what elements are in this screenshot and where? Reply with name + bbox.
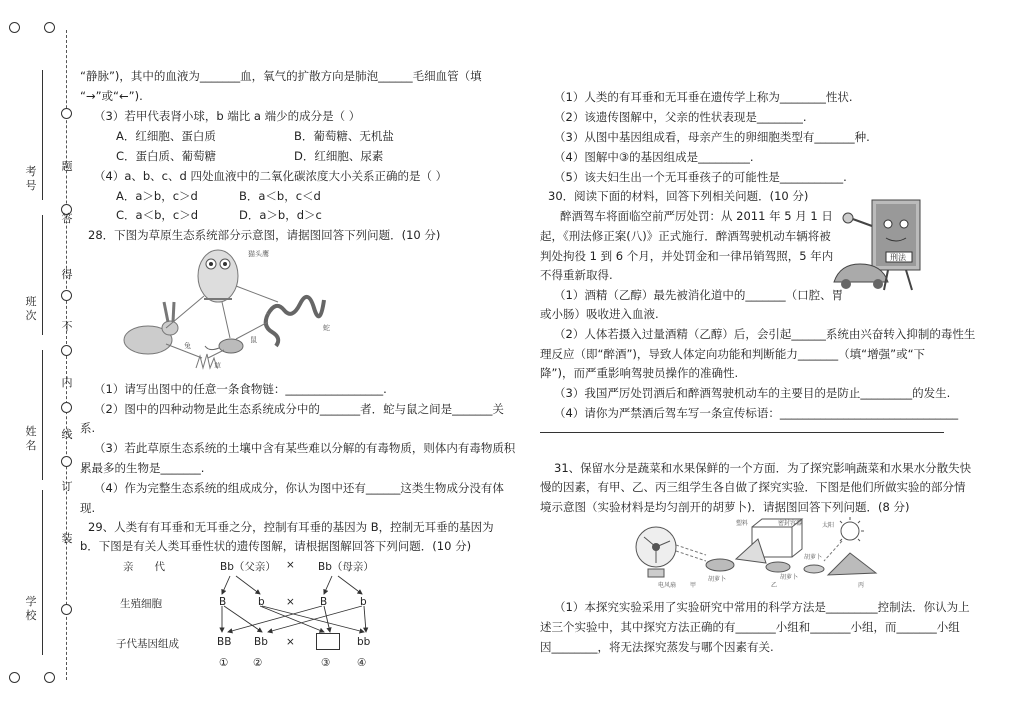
- q30-2-cont: 理反应（即“醉酒”)，导致人体定向功能和判断能力_______（填“增强”或“下: [540, 347, 926, 361]
- label-rabbit: 兔: [184, 342, 191, 350]
- option-b: B．a＜b，c＜d: [239, 189, 321, 203]
- number-marker: ④: [357, 657, 367, 669]
- class-write-line: [42, 215, 43, 335]
- q28-2-cont: 系.: [80, 421, 96, 435]
- question-4: （4）a、b、c、d 四处血液中的二氧化碳浓度大小关系正确的是（ ）: [94, 169, 448, 183]
- label-exam-number: 考号: [25, 165, 37, 192]
- option-b: B．葡萄糖、无机盐: [294, 129, 394, 143]
- seal-circle: [61, 402, 72, 413]
- number-marker: ②: [253, 657, 263, 669]
- q31-1: （1）本探究实验采用了实验研究中常用的科学方法是_________控制法．你认为上: [554, 600, 970, 614]
- cross-sign: ×: [286, 559, 295, 571]
- inheritance-arrows: [200, 566, 390, 636]
- passage-line: 判处拘役 1 到 6 个月，并处罚金和一律吊销驾照，5 年内: [540, 249, 834, 263]
- seal-char: 内: [61, 376, 73, 389]
- school-write-line: [42, 490, 43, 655]
- seal-circle: [61, 456, 72, 467]
- binding-hole: [44, 672, 55, 683]
- question-28: 28．下图为草原生态系统部分示意图，请据图回答下列问题．(10 分): [88, 228, 441, 242]
- label-owl: 猫头鹰: [248, 250, 269, 258]
- cross-sign: ×: [286, 636, 295, 648]
- label-school: 学校: [25, 595, 37, 622]
- label-mouse: 鼠: [250, 336, 257, 344]
- question-31-cont: 慢的因素，有甲、乙、丙三组学生各自做了探究实验．下图是他们所做实验的部分情: [540, 480, 966, 494]
- label-grass: 草: [214, 362, 221, 370]
- option-d: D．红细胞、尿素: [294, 149, 384, 163]
- cross-sign: ×: [286, 596, 295, 608]
- q29-3: （3）从图中基因组成看，母亲产生的卵细胞类型有_______种.: [554, 130, 870, 144]
- label-class: 班次: [25, 295, 37, 322]
- q30-2-cont: 降”)，而严重影响驾驶员操作的准确性.: [540, 366, 739, 380]
- option-d: D．a＞b，d＞c: [239, 208, 322, 222]
- svg-text:胡萝卜: 胡萝卜: [804, 554, 823, 561]
- question-3: （3）若甲代表肾小球，b 端比 a 端少的成分是（ ）: [94, 109, 361, 123]
- passage-line: 不得重新取得.: [540, 268, 613, 282]
- q30-1-cont: 或小肠）吸收进入血液.: [540, 307, 659, 321]
- q30-2: （2）人体若摄入过量酒精（乙醇）后，会引起______系统由兴奋转入抑制的毒性生: [554, 327, 976, 341]
- q29-5: （5）该夫妇生出一个无耳垂孩子的可能性是___________.: [554, 170, 847, 184]
- q28-3: （3）若此草原生态系统的土壤中含有某些难以分解的有毒物质，则体内有毒物质积: [94, 441, 516, 455]
- q31-1-cont: 因________，将无法探究蒸发与哪个因素有关.: [540, 640, 774, 654]
- label-offspring: 子代基因组成: [116, 638, 179, 650]
- svg-text:密封容器: 密封容器: [778, 520, 803, 527]
- id-write-line: [42, 70, 43, 200]
- criminal-law-cartoon: [828, 196, 948, 296]
- svg-text:太阳: 太阳: [822, 522, 835, 529]
- svg-text:胡萝卜: 胡萝卜: [708, 576, 727, 583]
- food-web-figure: [118, 244, 348, 372]
- label-gametes: 生殖细胞: [120, 598, 162, 610]
- answer-line: [540, 432, 944, 433]
- binding-hole: [44, 22, 55, 33]
- q28-1: （1）请写出图中的任意一条食物链：_________________.: [94, 382, 387, 396]
- book-label: 刑法: [890, 253, 906, 262]
- seal-char: 不: [61, 320, 73, 333]
- question-30: 30．阅读下面的材料，回答下列相关问题．(10 分): [548, 189, 809, 203]
- seal-char: 线: [61, 428, 73, 441]
- number-marker: ③: [321, 657, 331, 669]
- gamete: B: [219, 596, 227, 608]
- seal-circle: [61, 290, 72, 301]
- experiment-figure: [628, 515, 888, 591]
- offspring-genotype: BB: [217, 636, 232, 648]
- question-31-cont: 境示意图（实验材料是均匀剖开的胡萝卜)．请据图回答下列问题．(8 分): [540, 500, 910, 514]
- option-c: C．a＜b，c＞d: [116, 208, 198, 222]
- seal-char: 装: [61, 532, 73, 545]
- seal-char: 订: [61, 480, 73, 493]
- question-31: 31、保留水分是蔬菜和水果保鲜的一个方面．为了探究影响蔬菜和水果水分散失快: [554, 461, 972, 475]
- question-29-cont: b．下图是有关人类耳垂性状的遗传图解，请根据图解回答下列问题．(10 分): [80, 539, 472, 553]
- passage-line: 醉酒驾车将面临空前严厉处罚：从 2011 年 5 月 1 日: [560, 209, 833, 223]
- mother-genotype: Bb（母亲）: [318, 561, 374, 573]
- seal-char: 得: [61, 268, 73, 281]
- q29-2: （2）该遗传图解中，父亲的性状表现是________.: [554, 110, 807, 124]
- svg-text:塑料: 塑料: [736, 520, 749, 527]
- text-line: “→”或“←”).: [80, 89, 143, 103]
- label-parents: 亲 代: [123, 561, 165, 573]
- q30-3: （3）我国严厉处罚酒后和醉酒驾驶机动车的主要目的是防止_________的发生.: [554, 386, 951, 400]
- svg-text:胡萝卜: 胡萝卜: [780, 574, 799, 581]
- binding-hole: [9, 22, 20, 33]
- svg-text:丙: 丙: [858, 582, 865, 589]
- option-a: A．a＞b，c＞d: [116, 189, 198, 203]
- seal-circle: [61, 604, 72, 615]
- seal-circle: [61, 108, 72, 119]
- passage-line: 起，《刑法修正案(八)》正式施行．醉酒驾驶机动车辆将被: [540, 229, 831, 243]
- q31-1-cont: 述三个实验中，其中探究方法正确的有_______小组和_______小组，而_______小组: [540, 620, 960, 634]
- gamete: b: [360, 596, 367, 608]
- gamete: b: [258, 596, 265, 608]
- label-name: 姓名: [25, 425, 37, 452]
- binding-hole: [9, 672, 20, 683]
- option-c: C．蛋白质、葡萄糖: [116, 149, 217, 163]
- svg-text:甲: 甲: [690, 582, 697, 589]
- name-write-line: [42, 350, 43, 480]
- q28-4-cont: 现.: [80, 501, 96, 515]
- q30-1: （1）酒精（乙醇）最先被消化道中的_______（口腔、胃: [554, 288, 844, 302]
- number-marker: ①: [219, 657, 229, 669]
- option-a: A．红细胞、蛋白质: [116, 129, 216, 143]
- text-line: “静脉”)，其中的血液为_______血，氧气的扩散方向是肺泡______毛细血管（填: [80, 69, 482, 83]
- q28-3-cont: 累最多的生物是_______.: [80, 461, 205, 475]
- seal-char: 答: [61, 212, 73, 225]
- father-genotype: Bb（父亲）: [220, 561, 276, 573]
- q30-4: （4）请你为严禁酒后驾车写一条宣传标语：_______________________________: [554, 406, 959, 420]
- q28-2: （2）图中的四种动物是此生态系统成分中的_______者．蛇与鼠之间是_______关: [94, 402, 504, 416]
- offspring-genotype: bb: [357, 636, 371, 648]
- svg-text:电风扇: 电风扇: [658, 582, 677, 589]
- gamete: B: [320, 596, 328, 608]
- seal-circle: [61, 345, 72, 356]
- q29-4: （4）图解中③的基因组成是_________.: [554, 150, 754, 164]
- seal-char: 题: [61, 160, 73, 173]
- svg-text:乙: 乙: [771, 582, 778, 589]
- offspring-genotype: Bb: [254, 636, 268, 648]
- label-snake: 蛇: [323, 324, 330, 332]
- q28-4: （4）作为完整生态系统的组成成分，你认为图中还有______这类生物成分没有体: [94, 481, 504, 495]
- question-29: 29、人类有有耳垂和无耳垂之分，控制有耳垂的基因为 B，控制无耳垂的基因为: [88, 520, 494, 534]
- q29-1: （1）人类的有耳垂和无耳垂在遗传学上称为________性状.: [554, 90, 853, 104]
